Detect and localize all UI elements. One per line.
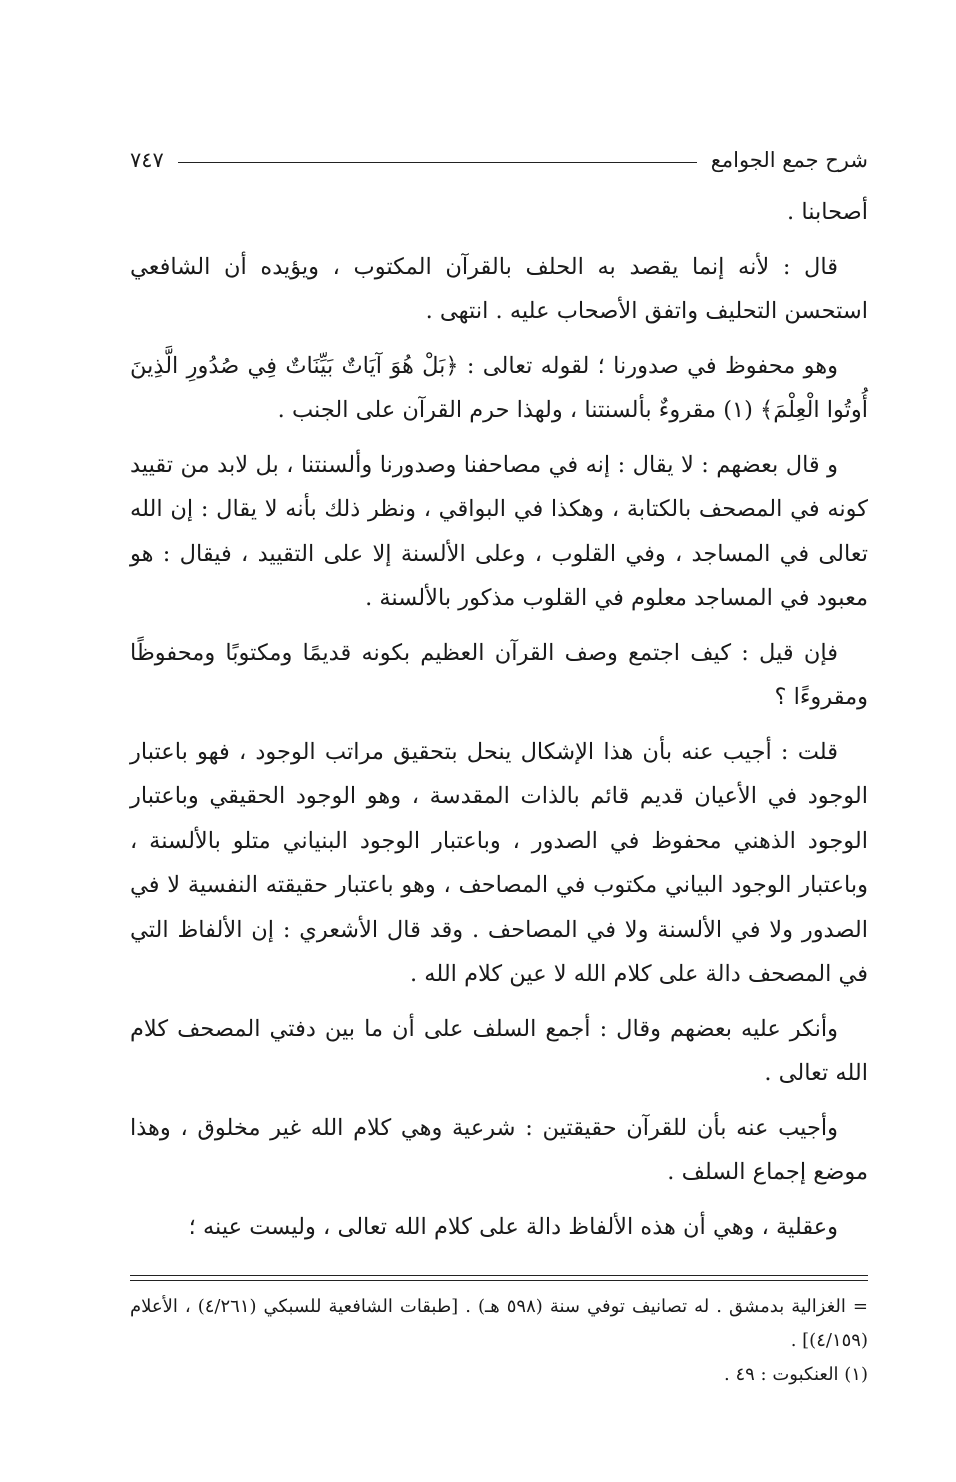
paragraph: فإن قيل : كيف اجتمع وصف القرآن العظيم بكونه قديمًا ومكتوبًا ومحفوظًا ومقروءًا ؟: [130, 639, 868, 710]
paragraph: أصحابنا .: [787, 199, 868, 225]
book-title: شرح جمع الجوامع: [710, 148, 868, 172]
footnote-rule-second: [130, 1280, 868, 1281]
main-text: [130, 190, 868, 1249]
paragraph: وعقلية ، وهي أن هذه الألفاظ دالة على كلام الله تعالى ، وليست عينه ؛: [188, 1213, 838, 1240]
paragraph: وأنكر عليه بعضهم وقال : أجمع السلف على أن ما بين دفتي المصحف كلام الله تعالى .: [130, 1015, 868, 1086]
page-number: ٧٤٧: [130, 148, 164, 172]
paragraph: قلت : أجيب عنه بأن هذا الإشكال ينحل بتحقيق مراتب الوجود ، فهو باعتبار الوجود في الأعيان قديم قائم بالذات المقدسة ، وهو الوجود الحقيقي وباعتبار الوجود الذهني محفوظ في الصدور ، وباعتبار الوجود البنياني متلو بالألسنة ، وباعتبار الوجود البياني مكتوب في المصاحف ، وهو باعتبار حقيقته النفسية لا في الصدور ولا في الألسنة ولا في المصاحف . وقد قال الأشعري : إن الألفاظ التي في المصحف دالة على كلام الله لا عين كلام الله .: [130, 738, 868, 987]
paragraph: وهو محفوظ في صدورنا ؛ لقوله تعالى : ﴿بَلْ هُوَ آيَاتٌ بَيِّنَاتٌ فِي صُدُورِ الَّذِينَ أُوتُوا الْعِلْمَ﴾ (١) مقروءٌ بألسنتنا ، ولهذا حرم القرآن على الجنب .: [130, 352, 868, 423]
header-rule: [178, 162, 697, 163]
running-header: [130, 140, 868, 180]
footnote: = الغزالية بدمشق . له تصانيف توفي سنة (٥٩٨ هـ) . [طبقات الشافعية للسبكي (٤/٢٦١) ، الأعلام (٤/١٥٩)] .: [130, 1296, 868, 1351]
paragraph: وأجيب عنه بأن للقرآن حقيقتين : شرعية وهي كلام الله غير مخلوق ، وهذا موضع إجماع السلف .: [130, 1114, 868, 1185]
paragraph: و قال بعضهم : لا يقال : إنه في مصاحفنا وصدورنا وألسنتنا ، بل لابد من تقييد كونه في المصحف بالكتابة ، وهكذا في البواقي ، ونظر ذلك بأنه لا يقال : إن الله تعالى في المساجد ، وفي القلوب ، وعلى الألسنة إلا على التقييد ، فيقال : هو معبود في المساجد معلوم في القلوب مذكور بالألسنة .: [130, 451, 868, 611]
footnote-rule: [130, 1275, 868, 1276]
paragraph: قال : لأنه إنما يقصد به الحلف بالقرآن المكتوب ، ويؤيده أن الشافعي استحسن التحليف واتفق الأصحاب عليه . انتهى .: [130, 253, 868, 324]
footnote: (١) العنكبوت : ٤٩ .: [724, 1364, 868, 1385]
page: [130, 140, 868, 1400]
footnotes: [130, 1290, 868, 1392]
